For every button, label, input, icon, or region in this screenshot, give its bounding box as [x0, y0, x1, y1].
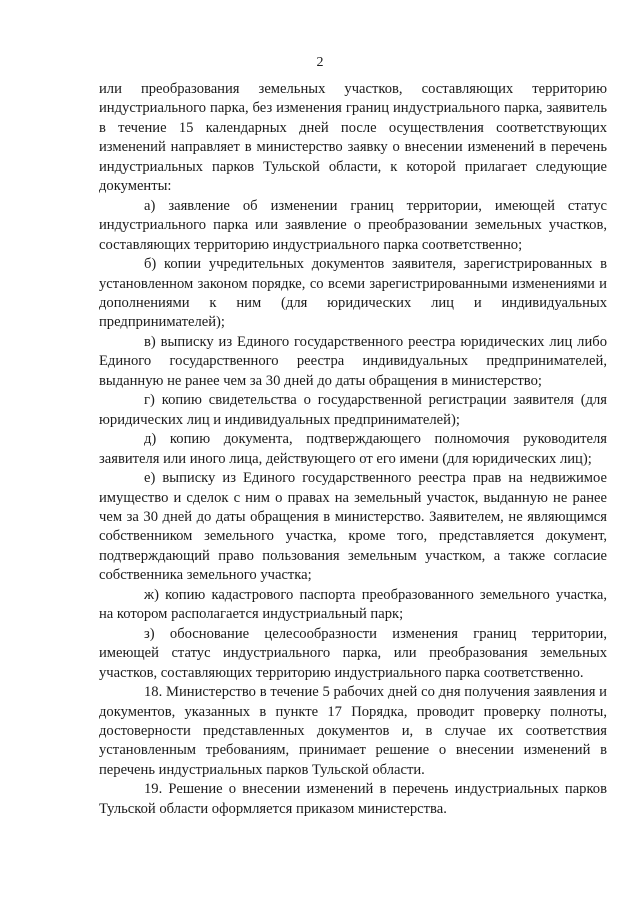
page-number: 2	[316, 55, 324, 70]
paragraph-clause-19: 19. Решение о внесении изменений в перечень индустриальных парков Тульской области оформляется приказом министерства.	[99, 781, 607, 817]
paragraph-item-d: д) копию документа, подтверждающего полномочия руководителя заявителя или иного лица, действующего от его имени (для юридических лиц);	[99, 431, 607, 467]
paragraph-item-e: е) выписку из Единого государственного реестра прав на недвижимое имущество и сделок с ним о правах на земельный участок, выданную не ранее чем за 30 дней до даты обращения в министерство. Заявителем, не являющимся собственником земельного участка, кроме того, представляется документ, подтверждающий право пользования земельным участком, а также согласие собственника земельного участка;	[99, 470, 607, 584]
paragraph-item-z: з) обоснование целесообразности изменения границ территории, имеющей статус индустриального парка, или преобразования земельных участков, составляющих территорию индустриального парка соответственно.	[99, 625, 607, 681]
paragraph-intro-continuation: или преобразования земельных участков, составляющих территорию индустриального парка, без изменения границ индустриального парка, заявитель в течение 15 календарных дней после осуществления соответствующих изменений направляет в министерство заявку о внесении изменений в перечень индустриальных парков Тульской области, к которой прилагает следующие документы:	[99, 81, 607, 195]
paragraph-item-v: в) выписку из Единого государственного реестра юридических лиц либо Единого государственного реестра индивидуальных предпринимателей, выданную не ранее чем за 30 дней до даты обращения в министерство;	[99, 333, 607, 389]
paragraph-clause-18: 18. Министерство в течение 5 рабочих дней со дня получения заявления и документов, указанных в пункте 17 Порядка, проводит проверку полноты, достоверности представленных документов и, в случае их соответствия установленным требованиям, принимает решение о внесении изменений в перечень индустриальных парков Тульской области.	[99, 684, 607, 778]
document-body	[99, 80, 607, 819]
paragraph-item-g: г) копию свидетельства о государственной регистрации заявителя (для юридических лиц и индивидуальных предпринимателей);	[99, 392, 607, 428]
paragraph-item-zh: ж) копию кадастрового паспорта преобразованного земельного участка, на котором располагается индустриальный парк;	[99, 586, 607, 623]
paragraph-item-a: а) заявление об изменении границ территории, имеющей статус индустриального парка или заявление о преобразовании земельных участков, составляющих территорию индустриального парка соответственно;	[99, 197, 607, 253]
paragraph-item-b: б) копии учредительных документов заявителя, зарегистрированных в установленном законом порядке, со всеми зарегистрированными изменениями и дополнениями к ним (для юридических лиц и индивидуальных предпринимателей);	[99, 256, 607, 331]
